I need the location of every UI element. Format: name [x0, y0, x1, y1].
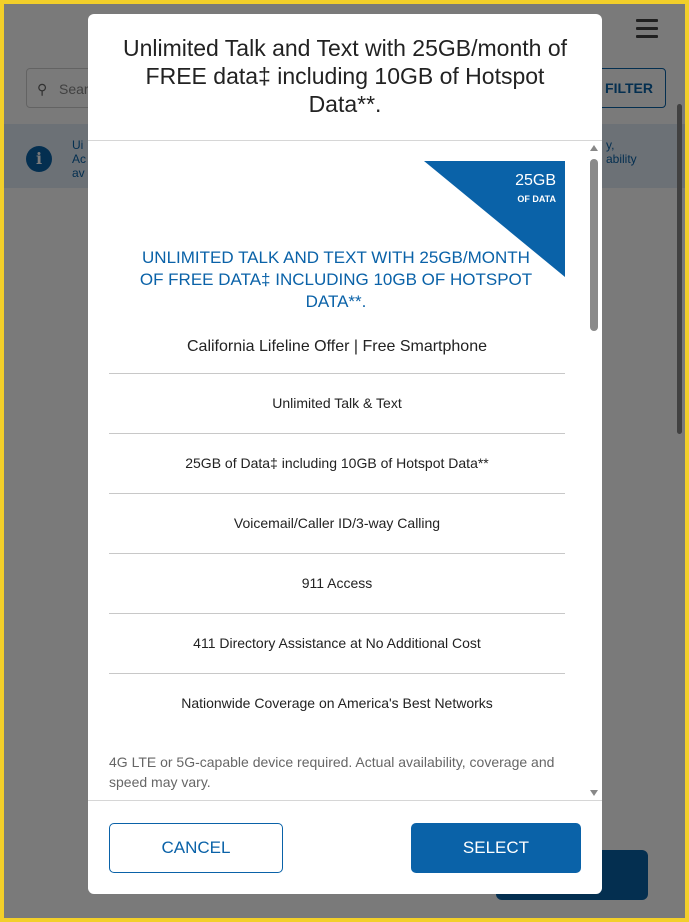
modal-scrollbar-thumb[interactable] — [590, 159, 598, 331]
plan-details-modal — [88, 14, 602, 894]
feature-item: 25GB of Data‡ including 10GB of Hotspot Data** — [109, 433, 565, 493]
badge-label: OF DATA — [517, 194, 556, 204]
feature-item: 911 Access — [109, 553, 565, 613]
feature-item: Voicemail/Caller ID/3-way Calling — [109, 493, 565, 553]
plan-heading: UNLIMITED TALK AND TEXT WITH 25GB/MONTH OF FREE DATA‡ INCLUDING 10GB OF HOTSPOT DATA**. — [139, 248, 533, 311]
scroll-down-arrow-icon[interactable] — [590, 790, 598, 796]
cancel-button[interactable]: CANCEL — [109, 823, 283, 873]
feature-list — [109, 373, 565, 733]
modal-title: Unlimited Talk and Text with 25GB/month of FREE data‡ including 10GB of Hotspot Data**. — [122, 35, 568, 117]
scroll-up-arrow-icon[interactable] — [590, 145, 598, 151]
modal-body[interactable] — [88, 141, 602, 801]
offer-title: California Lifeline Offer | Free Smartphone — [186, 338, 487, 355]
feature-item: 411 Directory Assistance at No Additional Cost — [109, 613, 565, 673]
divider — [88, 800, 602, 801]
disclaimer-text: 4G LTE or 5G-capable device required. Actual availability, coverage and speed may vary. — [109, 754, 555, 790]
feature-item: Unlimited Talk & Text — [109, 373, 565, 433]
feature-item: Nationwide Coverage on America's Best Networks — [109, 673, 565, 733]
select-button[interactable]: SELECT — [411, 823, 581, 873]
badge-amount: 25GB — [515, 172, 556, 189]
